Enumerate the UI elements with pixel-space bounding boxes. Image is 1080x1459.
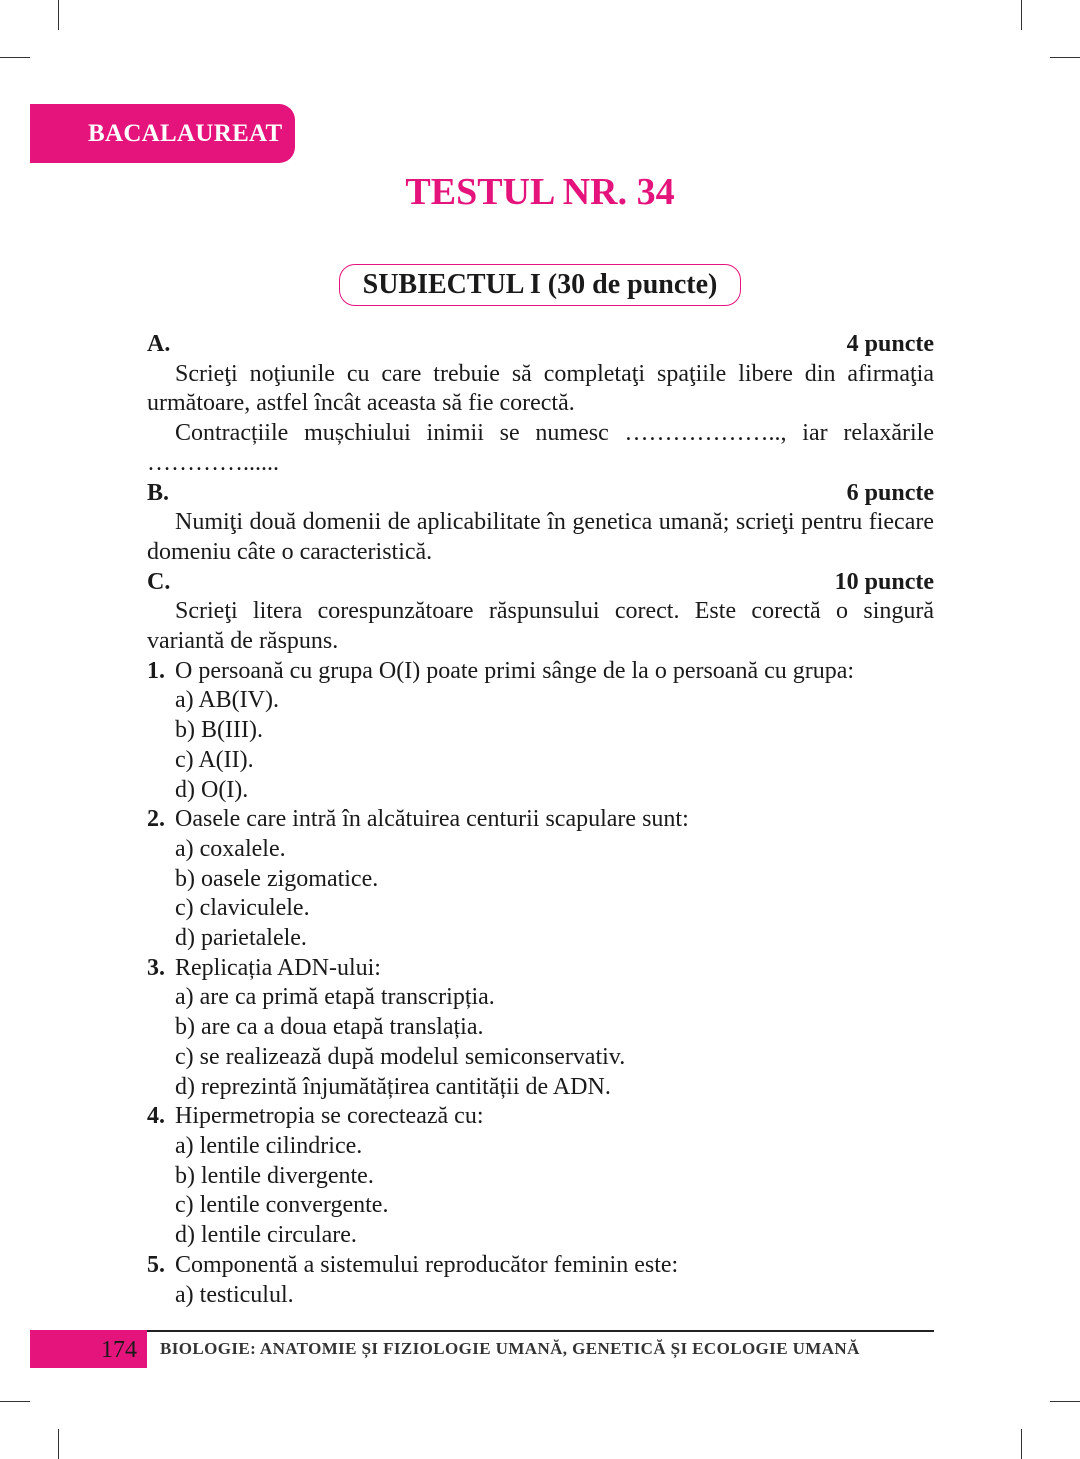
answer-option: a) coxalele.	[175, 835, 286, 862]
section-b-instruction: Numiţi două domenii de aplicabilitate în genetica umană; scrieţi pentru fiecare domeniu câte o caracteristică.	[147, 509, 934, 565]
answer-option: a) lentile cilindrice.	[175, 1132, 363, 1159]
crop-mark	[58, 0, 59, 30]
question-text: Componentă a sistemului reproducător feminin este:	[175, 1251, 679, 1278]
page-number: 174	[30, 1330, 147, 1368]
section-a-header	[147, 330, 934, 360]
section-a-statement: Contracțiile mușchiului inimii se numesc ……………….., iar relaxările	[175, 420, 934, 447]
answer-option: c) claviculele.	[175, 895, 310, 922]
question-1	[147, 657, 934, 687]
test-title: TESTUL NR. 34	[405, 171, 675, 213]
answer-option: b) B(III).	[175, 717, 263, 744]
question-5	[147, 1251, 934, 1281]
section-b-header	[147, 479, 934, 509]
answer-option: a) AB(IV).	[175, 687, 279, 714]
book-title: BIOLOGIE: ANATOMIE ȘI FIZIOLOGIE UMANĂ, GENETICĂ ȘI ECOLOGIE UMANĂ	[160, 1339, 860, 1358]
section-a-points: 4 puncte	[846, 331, 934, 357]
question-number: 3.	[147, 954, 165, 981]
answer-option: b) lentile divergente.	[175, 1162, 374, 1189]
section-c-instruction: Scrieţi litera corespunzătoare răspunsului corect. Este corectă o singură variantă de răspuns.	[147, 598, 934, 655]
exam-badge: BACALAUREAT	[30, 104, 295, 163]
section-c-points: 10 puncte	[834, 568, 934, 595]
footer-divider	[147, 1330, 934, 1332]
crop-mark	[1050, 57, 1080, 58]
answer-option: d) reprezintă înjumătățirea cantității de ADN.	[175, 1073, 611, 1100]
section-b-points: 6 puncte	[846, 479, 934, 506]
question-number: 2.	[147, 806, 165, 833]
crop-mark	[0, 57, 30, 58]
subject-heading: SUBIECTUL I (30 de puncte)	[339, 264, 741, 306]
section-a-letter: A.	[147, 331, 171, 357]
question-text: Hipermetropia se corectează cu:	[175, 1103, 484, 1130]
answer-option: b) oasele zigomatice.	[175, 865, 379, 892]
answer-option: c) se realizează după modelul semiconservativ.	[175, 1043, 626, 1070]
question-text: Oasele care intră în alcătuirea centurii scapulare sunt:	[175, 806, 689, 833]
answer-option: c) lentile convergente.	[175, 1192, 389, 1219]
section-a-instruction: Scrieţi noţiunile cu care trebuie să completaţi spaţiile libere din afirmaţia următoare, astfel încât aceasta să fie corectă.	[147, 360, 934, 417]
answer-option: a) are ca primă etapă transcripția.	[175, 984, 495, 1011]
section-a-statement-cont: …………......	[147, 449, 279, 476]
answer-option: d) lentile circulare.	[175, 1222, 357, 1249]
question-3	[147, 954, 934, 984]
crop-mark	[1050, 1401, 1080, 1402]
test-content	[147, 330, 934, 1310]
question-text: Replicația ADN-ului:	[175, 954, 381, 981]
question-number: 1.	[147, 657, 165, 684]
answer-option: d) O(I).	[175, 776, 249, 803]
question-2	[147, 805, 934, 835]
section-c-letter: C.	[147, 568, 171, 595]
answer-option: d) parietalele.	[175, 925, 307, 952]
answer-option: a) testiculul.	[175, 1281, 294, 1308]
crop-mark	[1021, 0, 1022, 30]
question-number: 4.	[147, 1103, 165, 1130]
answer-option: c) A(II).	[175, 746, 254, 773]
crop-mark	[0, 1401, 30, 1402]
section-b-letter: B.	[147, 479, 170, 506]
crop-mark	[1021, 1429, 1022, 1459]
crop-mark	[58, 1429, 59, 1459]
question-4	[147, 1102, 934, 1132]
section-c-header	[147, 568, 934, 598]
answer-option: b) are ca a doua etapă translația.	[175, 1014, 484, 1041]
question-text: O persoană cu grupa O(I) poate primi sânge de la o persoană cu grupa:	[175, 657, 855, 684]
question-number: 5.	[147, 1251, 165, 1278]
